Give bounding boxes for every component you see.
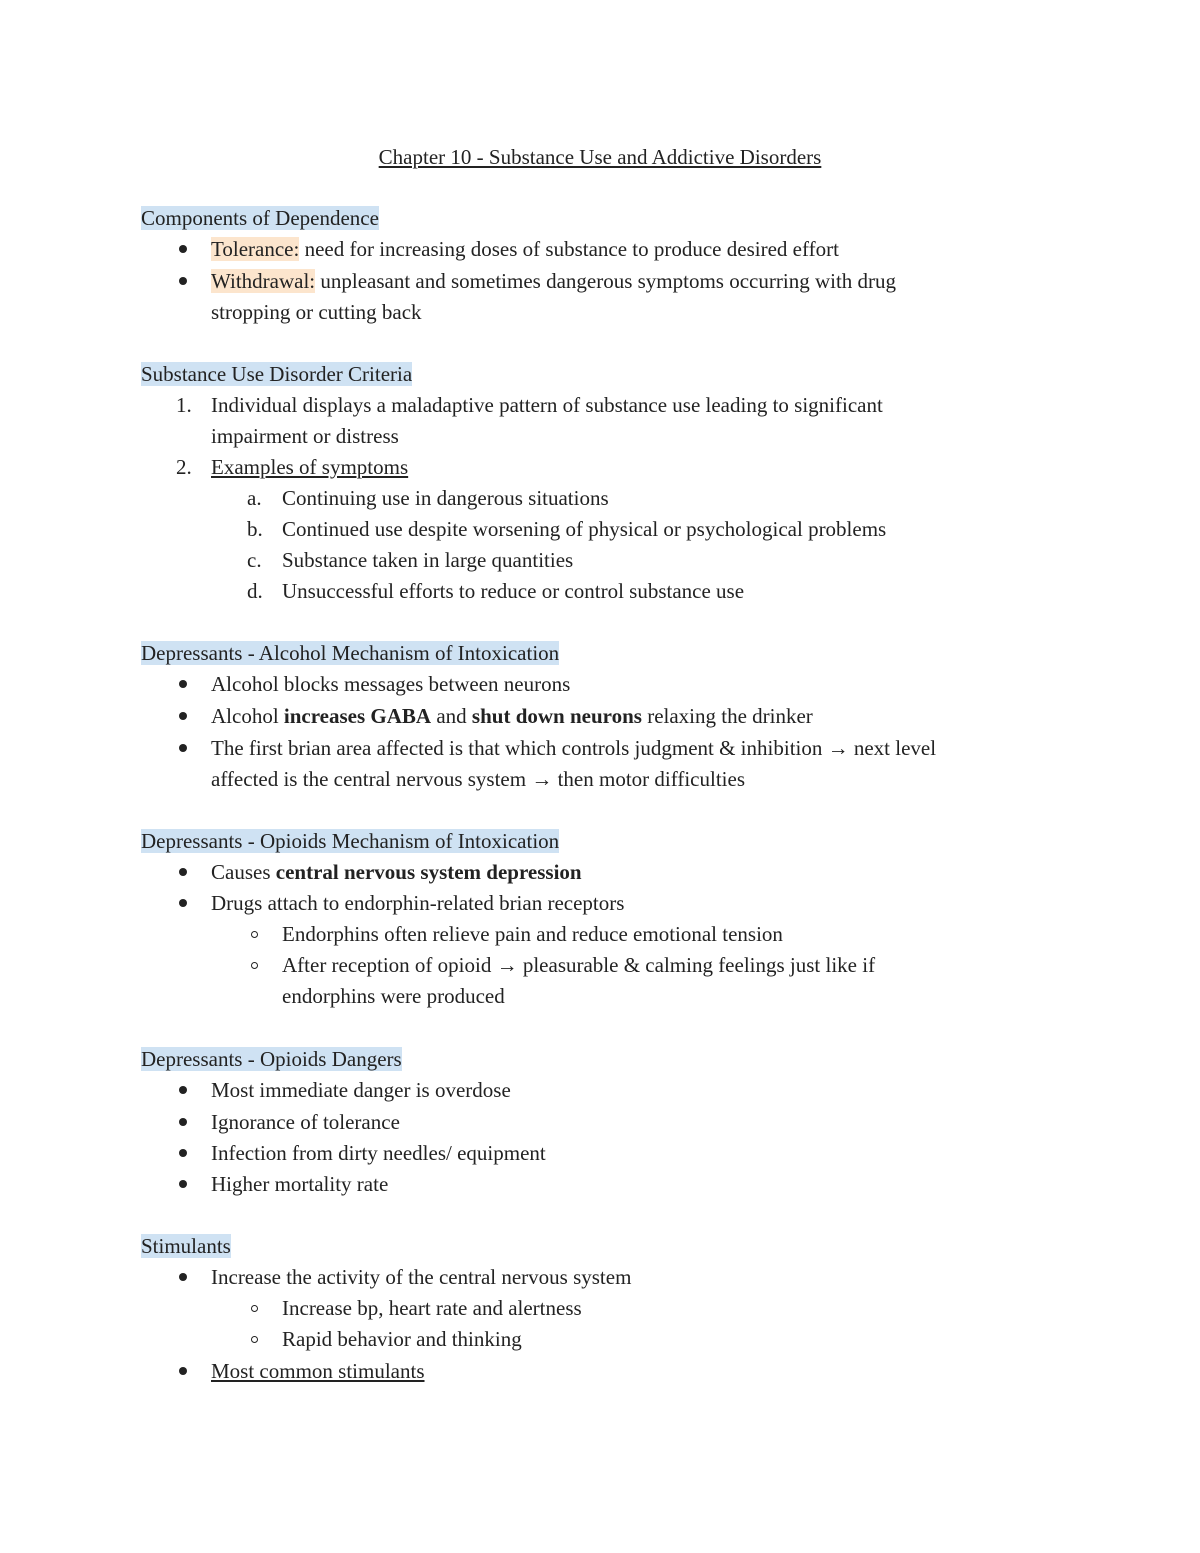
section-heading-components: Components of Dependence bbox=[141, 206, 379, 230]
sub-list-marker: a. bbox=[247, 486, 262, 510]
list-item: Drugs attach to endorphin-related brian receptors bbox=[211, 891, 625, 915]
bullet-icon bbox=[179, 277, 187, 285]
bullet-icon bbox=[179, 1149, 187, 1157]
bullet-icon bbox=[179, 712, 187, 720]
list-item: Most immediate danger is overdose bbox=[211, 1078, 511, 1102]
sub-list-item-continuation: endorphins were produced bbox=[282, 984, 505, 1008]
list-item: Ignorance of tolerance bbox=[211, 1110, 400, 1134]
sub-list-item: Rapid behavior and thinking bbox=[282, 1327, 522, 1351]
list-item-continuation: stropping or cutting back bbox=[211, 300, 422, 324]
section-heading-opioids-dangers: Depressants - Opioids Dangers bbox=[141, 1047, 402, 1071]
list-item: Withdrawal: unpleasant and sometimes dangerous symptoms occurring with drug bbox=[211, 269, 897, 293]
list-marker: 2. bbox=[176, 455, 192, 479]
circle-bullet-icon bbox=[251, 1336, 258, 1343]
circle-bullet-icon bbox=[251, 931, 258, 938]
sub-list-item: Continuing use in dangerous situations bbox=[282, 486, 609, 510]
circle-bullet-icon bbox=[251, 962, 258, 969]
sub-list-item: After reception of opioid → pleasurable & calming feelings just like if bbox=[282, 953, 876, 977]
sub-list-item: Substance taken in large quantities bbox=[282, 548, 574, 572]
list-item-continuation: impairment or distress bbox=[211, 424, 399, 448]
bullet-icon bbox=[179, 1086, 187, 1094]
section-heading-alcohol: Depressants - Alcohol Mechanism of Intoxication bbox=[141, 641, 560, 665]
list-item: Alcohol blocks messages between neurons bbox=[211, 672, 571, 696]
list-item: Examples of symptoms bbox=[211, 455, 409, 479]
sub-list-marker: c. bbox=[247, 548, 262, 572]
section-heading-stimulants: Stimulants bbox=[141, 1234, 231, 1258]
term-withdrawal: Withdrawal: bbox=[211, 269, 316, 293]
section-heading-criteria: Substance Use Disorder Criteria bbox=[141, 362, 413, 386]
list-item: Tolerance: need for increasing doses of substance to produce desired effort bbox=[211, 237, 839, 261]
list-item: Infection from dirty needles/ equipment bbox=[211, 1141, 546, 1165]
bullet-icon bbox=[179, 744, 187, 752]
list-item: Individual displays a maladaptive pattern of substance use leading to significant bbox=[211, 393, 883, 417]
page-title: Chapter 10 - Substance Use and Addictive Disorders bbox=[378, 145, 822, 169]
bullet-icon bbox=[179, 899, 187, 907]
list-item: Increase the activity of the central nervous system bbox=[211, 1265, 632, 1289]
sub-list-item: Continued use despite worsening of physical or psychological problems bbox=[282, 517, 887, 541]
term-tolerance: Tolerance: bbox=[211, 237, 300, 261]
sub-list-marker: d. bbox=[247, 579, 263, 603]
sub-list-item: Unsuccessful efforts to reduce or control substance use bbox=[282, 579, 745, 603]
list-item: Alcohol increases GABA and shut down neurons relaxing the drinker bbox=[211, 704, 813, 728]
sub-list-item: Increase bp, heart rate and alertness bbox=[282, 1296, 582, 1320]
list-marker: 1. bbox=[176, 393, 192, 417]
list-item: Higher mortality rate bbox=[211, 1172, 389, 1196]
bullet-icon bbox=[179, 1273, 187, 1281]
sub-list-marker: b. bbox=[247, 517, 263, 541]
bullet-icon bbox=[179, 1118, 187, 1126]
bullet-icon bbox=[179, 1367, 187, 1375]
section-heading-opioids-mechanism: Depressants - Opioids Mechanism of Intoxication bbox=[141, 829, 560, 853]
bullet-icon bbox=[179, 1180, 187, 1188]
list-item: Most common stimulants bbox=[211, 1359, 425, 1383]
sub-list-item: Endorphins often relieve pain and reduce emotional tension bbox=[282, 922, 783, 946]
bullet-icon bbox=[179, 868, 187, 876]
list-item: The first brian area affected is that which controls judgment & inhibition → next level bbox=[211, 736, 937, 760]
bullet-icon bbox=[179, 245, 187, 253]
list-item-continuation: affected is the central nervous system → then motor difficulties bbox=[211, 767, 745, 791]
circle-bullet-icon bbox=[251, 1305, 258, 1312]
bullet-icon bbox=[179, 680, 187, 688]
list-item: Causes central nervous system depression bbox=[211, 860, 582, 884]
